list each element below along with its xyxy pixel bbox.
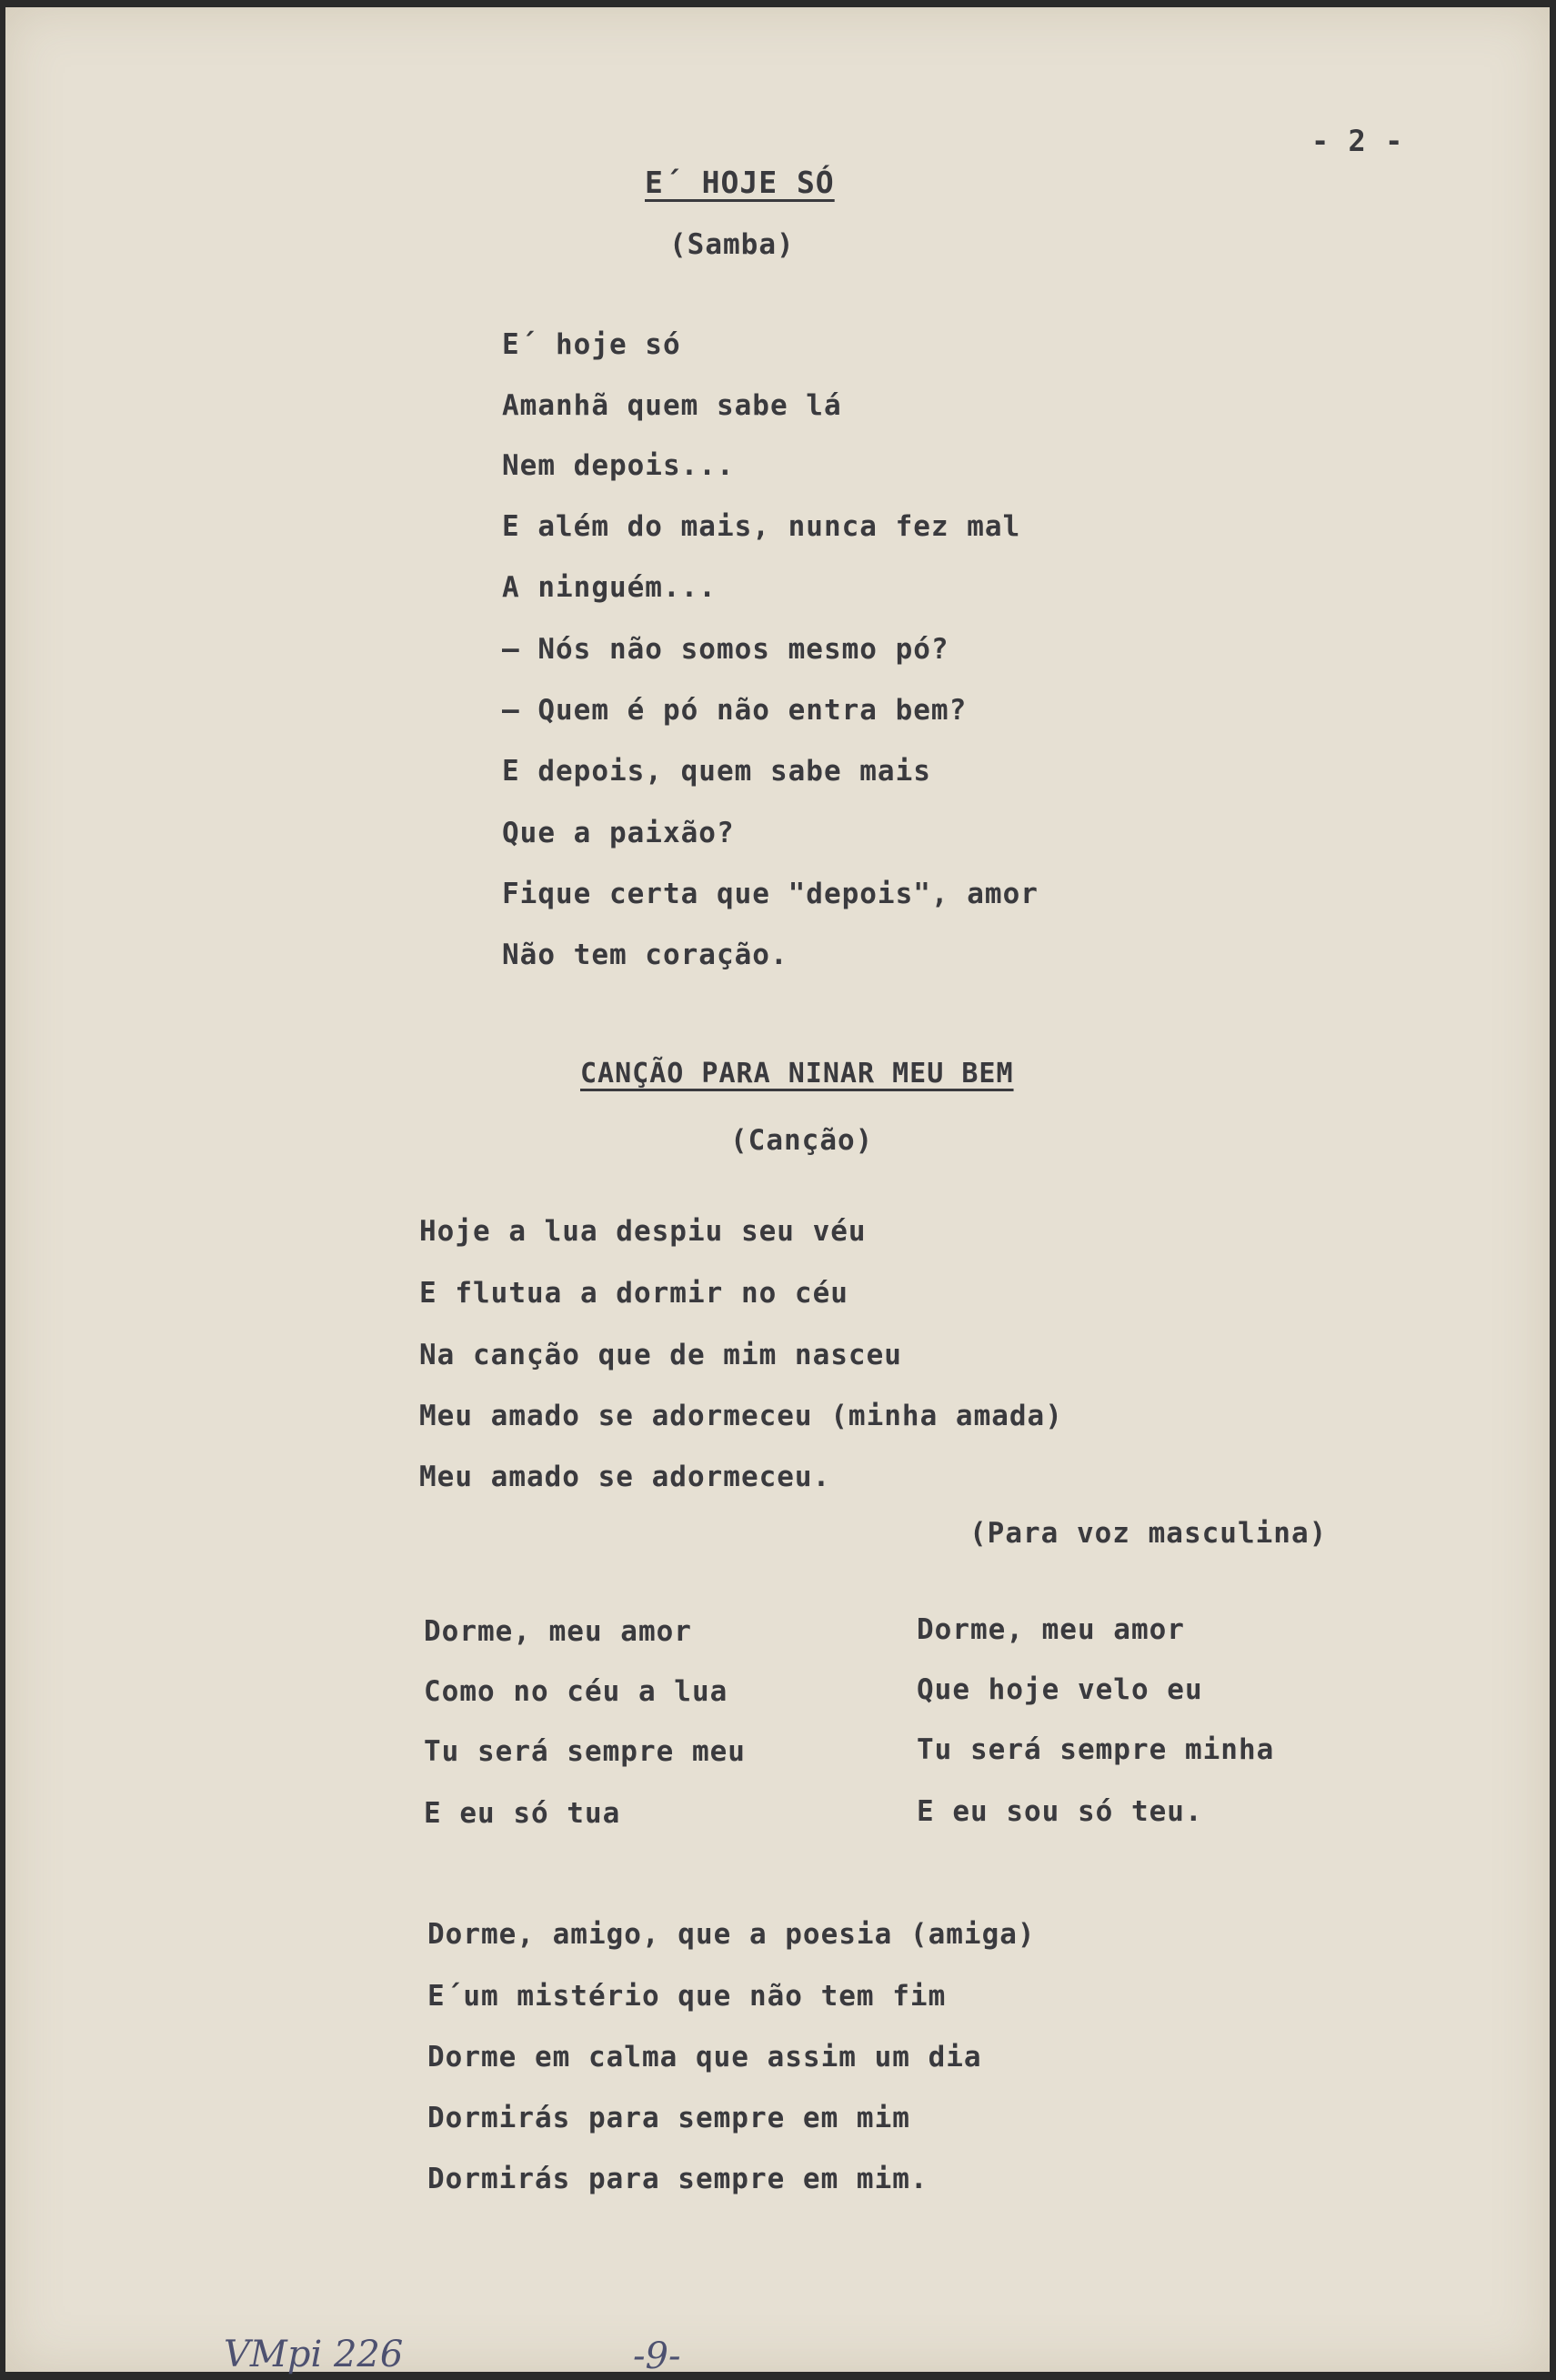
song1-line: Amanhã quem sabe lá — [502, 389, 842, 422]
song2-verse3-line: Dormirás para sempre em mim. — [427, 2163, 929, 2195]
song2-verse1-line: Na canção que de mim nasceu — [419, 1339, 902, 1371]
song1-line: Fique certa que "depois", amor — [502, 878, 1039, 910]
song1-line: — Nós não somos mesmo pó? — [502, 633, 949, 666]
song1-line: A ninguém... — [502, 571, 717, 604]
right-column-line: Que hoje velo eu — [917, 1673, 1203, 1706]
song1-line: Nem depois... — [502, 449, 735, 482]
song1-subtitle: (Samba) — [669, 228, 795, 261]
right-column-line: Dorme, meu amor — [917, 1613, 1185, 1646]
song1-line: — Quem é pó não entra bem? — [502, 694, 968, 727]
song2-verse3-line: Dorme, amigo, que a poesia (amiga) — [427, 1918, 1036, 1951]
song2-subtitle: (Canção) — [730, 1124, 874, 1157]
handwritten-archive-code: VMpi 226 — [224, 2334, 404, 2375]
left-column-line: Tu será sempre meu — [424, 1735, 746, 1768]
song2-verse3-line: Dorme em calma que assim um dia — [427, 2041, 982, 2074]
song1-title: E´ HOJE SÓ — [645, 165, 835, 200]
song2-verse1-line: Meu amado se adormeceu (minha amada) — [419, 1400, 1063, 1432]
song2-verse1-line: Meu amado se adormeceu. — [419, 1461, 831, 1493]
typescript-page — [5, 7, 1550, 2377]
song1-line: Não tem coração. — [502, 939, 788, 971]
right-column-line: E eu sou só teu. — [917, 1795, 1203, 1828]
left-column-line: E eu só tua — [424, 1797, 621, 1830]
voice-note: (Para voz masculina) — [969, 1517, 1328, 1550]
song2-verse1-line: E flutua a dormir no céu — [419, 1277, 848, 1310]
right-column-line: Tu será sempre minha — [917, 1733, 1275, 1766]
song2-verse1-line: Hoje a lua despiu seu véu — [419, 1215, 867, 1248]
handwritten-sheet-number: -9- — [633, 2335, 681, 2377]
song2-title: CANÇÃO PARA NINAR MEU BEM — [580, 1058, 1014, 1090]
song1-line: Que a paixão? — [502, 817, 735, 849]
left-column-line: Como no céu a lua — [424, 1675, 728, 1708]
song1-line: E além do mais, nunca fez mal — [502, 510, 1021, 543]
song1-line: E´ hoje só — [502, 328, 681, 361]
song2-verse3-line: E´um mistério que não tem fim — [427, 1980, 947, 2013]
song2-verse3-line: Dormirás para sempre em mim — [427, 2102, 910, 2134]
song1-line: E depois, quem sabe mais — [502, 755, 931, 788]
left-column-line: Dorme, meu amor — [424, 1615, 692, 1648]
page-number: - 2 - — [1311, 124, 1404, 158]
